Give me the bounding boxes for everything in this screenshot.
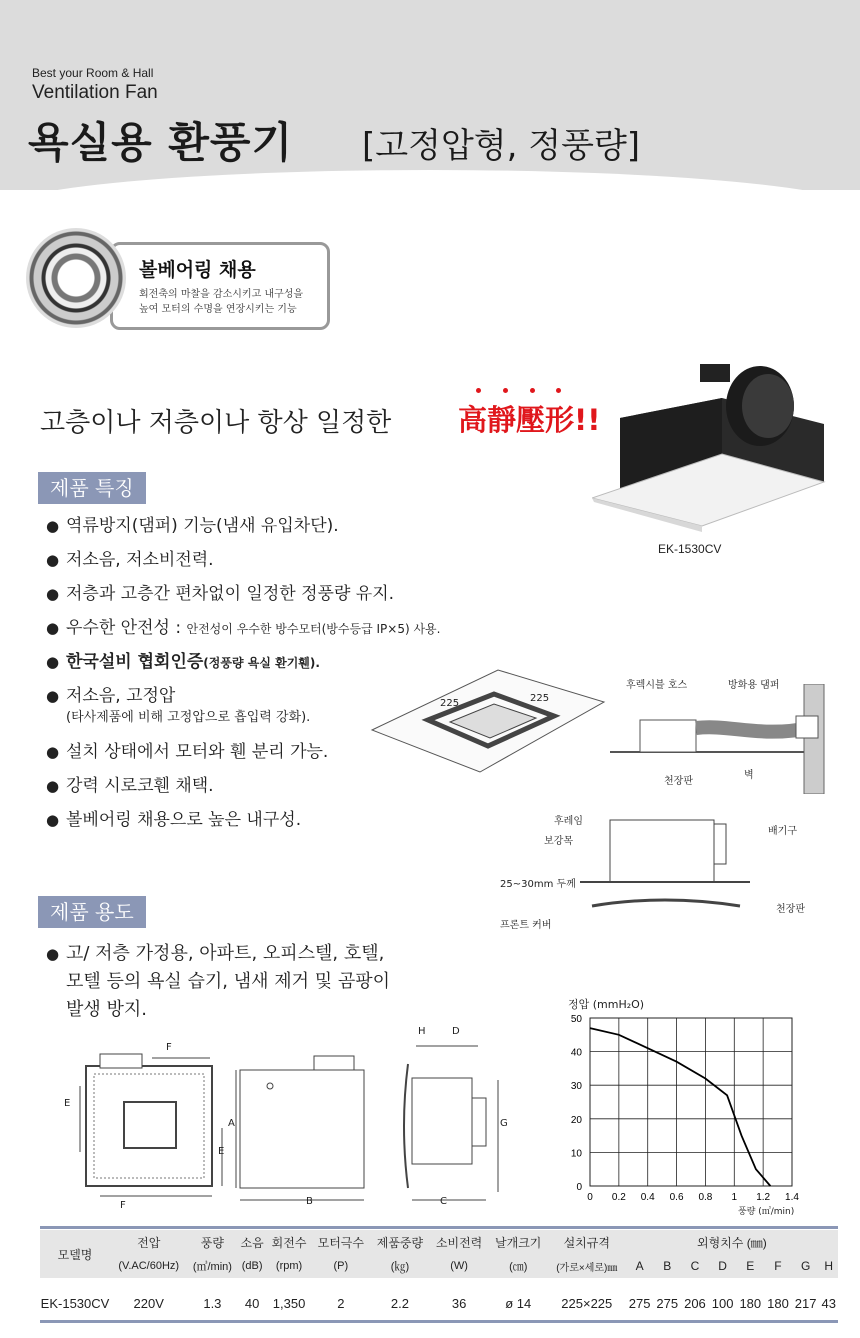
tagline-small: Best your Room & Hall [32,66,154,80]
spec-header: 외형치수 (㎜) [626,1230,838,1254]
bearing-feature-box [110,242,330,330]
spec-dim-letter: D [709,1254,737,1278]
support-label: 보강목 [544,836,573,847]
dimension-drawings [60,1042,530,1218]
spec-cell: 2 [337,1295,345,1311]
chart-x-tick-label: 0.6 [669,1192,684,1203]
spec-dim-letter: C [681,1254,709,1278]
spec-dim-letter: A [626,1254,654,1278]
spec-header: 날개크기 [489,1230,548,1254]
chart-x-tick-label: 0 [587,1192,593,1203]
features-heading: 제품 특징 [38,472,146,504]
spec-unit: (㎥/min) [187,1254,237,1278]
spec-dim-letter: F [764,1254,792,1278]
wall-install-diagram [610,684,830,794]
exhaust-label: 배기구 [768,826,797,837]
chart-x-tick-label: 1.2 [756,1192,771,1203]
chart-x-tick-label: 0.4 [640,1192,655,1203]
spec-cell: 206 [684,1295,706,1311]
ceiling-install-diagram [368,664,608,776]
chart-x-tick-label: 1.4 [785,1192,799,1203]
feature-item: ● 볼베어링 채용으로 높은 내구성. [46,808,440,842]
spec-unit: (㎏) [370,1254,429,1278]
page-title: 욕실용 환풍기 [28,118,294,167]
spec-dim-letter: B [653,1254,681,1278]
spec-header: 풍량 [187,1230,237,1254]
dim-label-E-right: E [218,1146,225,1157]
slogan-text: 고층이나 저층이나 항상 일정한 [40,408,392,438]
dim-label-F-top: F [166,1042,172,1053]
spec-header-row [40,1230,838,1254]
bearing-title: 볼베어링 채용 [139,259,256,281]
spec-cell: 43 [821,1295,836,1311]
chart-x-tick-label: 0.8 [698,1192,713,1203]
spec-cell: 275 [656,1295,679,1311]
chart-y-tick-label: 0 [576,1182,582,1193]
chart-y-tick-label: 10 [570,1148,582,1160]
feature-item-detail: 안전성이 우수한 방수모터(방수등급 IP×5) 사용. [186,622,441,636]
spec-cell: 275 [628,1295,651,1311]
spec-cell: 100 [711,1295,734,1311]
spec-dim-letter: G [792,1254,820,1278]
dim-label-A: A [228,1118,235,1129]
dim-label-H: H [418,1026,426,1037]
spec-cell: 1,350 [272,1295,306,1311]
chart-xlabel: 풍량 (㎥/min) [738,1207,795,1217]
usage-text [46,940,390,1024]
chart-frame [590,1018,792,1186]
spec-header: 설치규격 [548,1230,626,1254]
chart-x-tick-label: 1 [731,1192,738,1203]
ceiling-label: 천장판 [664,776,693,787]
dim-label-F-bottom: F [120,1200,126,1211]
emphasis-dot [503,388,508,393]
bearing-desc-line1: 회전축의 마찰을 감소시키고 내구성을 [139,289,304,300]
chart-ylabel: 정압 (mmH₂O) [568,998,645,1011]
dim-label-C: C [440,1196,447,1207]
chart-y-tick-label: 50 [570,1014,582,1025]
spec-cell: 36 [451,1295,467,1311]
usage-line: 모텔 등의 욕실 습기, 냄새 제거 및 곰팡이 [66,971,390,992]
spec-header: 제품중량 [370,1230,429,1254]
usage-heading: 제품 용도 [38,896,146,928]
feature-item: ● 저소음, 저소비전력. [46,548,440,582]
feature-item-label: 우수한 안전성 : [66,618,182,638]
spec-cell: 40 [244,1295,260,1311]
spec-cell: 1.3 [203,1295,222,1311]
spec-dim-letter: E [736,1254,764,1278]
chart-y-tick-label: 40 [570,1047,582,1059]
dim-label-B: B [306,1196,313,1207]
spec-header: 전압 [110,1230,187,1254]
spec-header: 모터극수 [311,1230,370,1254]
dim-label-G: G [500,1118,508,1129]
spec-unit: (가로×세로)㎜ [548,1254,626,1278]
spec-unit-row [40,1254,838,1278]
spec-cell: 220V [133,1295,164,1311]
wall-label: 벽 [744,770,754,781]
ventilation-fan-image [592,358,832,538]
chart-y-tick-label: 30 [570,1081,582,1093]
feature-item-label: 한국설비 협회인증 [66,652,204,672]
damper-label: 방화용 댐퍼 [728,680,780,691]
feature-item-detail: (정풍량 욕실 환기휀). [203,656,320,670]
spec-cell: 180 [767,1295,789,1311]
hose-label: 후렉시블 호스 [626,680,688,691]
spec-table [40,1230,838,1328]
ceiling-panel-label: 천장판 [776,904,805,915]
emphasis-dot [556,388,561,393]
spec-cell: 225×225 [561,1295,613,1311]
spec-unit: (P) [311,1254,370,1278]
feature-item: ● 역류방지(댐퍼) 기능(냄새 유입차단). [46,514,440,548]
spec-unit: (W) [430,1254,489,1278]
frame-label: 후레임 [554,816,583,827]
tagline-large: Ventilation Fan [32,82,158,103]
ball-bearing-image [26,228,126,328]
spec-header: 소음 [237,1230,267,1254]
spec-unit: (rpm) [267,1254,311,1278]
performance-chart [560,1008,810,1214]
table-bottom-rule [40,1320,838,1323]
bearing-desc [139,287,303,317]
feature-item-label: 저소음, 고정압 [66,686,176,706]
spec-cell: EK-1530CV [40,1295,110,1311]
thickness-label: 25~30mm 두께 [500,879,576,890]
spec-unit: (㎝) [489,1254,548,1278]
spec-cell: 217 [794,1295,817,1311]
spec-header: 모델명 [40,1230,110,1278]
usage-line: ● 고/ 저층 가정용, 아파트, 오피스텔, 호텔, [66,943,385,964]
usage-line: 발생 방지. [66,999,147,1020]
spec-cell: 2.2 [390,1295,409,1311]
page-subtitle: [고정압형, 정풍량] [362,126,641,166]
front-cover-label: 프론트 커버 [500,920,552,931]
chart-x-tick-label: 0.2 [611,1192,626,1203]
bearing-desc-line2: 높여 모터의 수명을 연장시키는 기능 [139,304,297,315]
dim-label-D: D [452,1026,460,1037]
feature-item: ● 강력 시로코휀 채택. [46,774,440,808]
spec-dim-letter: H [819,1254,838,1278]
install-dim-label: 225 [440,698,460,709]
spec-cell: 180 [739,1295,762,1311]
install-dim-label: 225 [530,693,550,704]
feature-item-detail: (타사제품에 비해 고정압으로 흡입력 강화). [66,710,311,725]
dim-label-E-left: E [64,1098,71,1109]
feature-item: ● 저층과 고층간 편차없이 일정한 정풍량 유지. [46,582,440,616]
slogan-highlight: 高靜壓形!! [458,403,601,437]
feature-item [46,616,440,650]
product-model-caption: EK-1530CV [658,542,722,556]
spec-header: 회전수 [267,1230,311,1254]
emphasis-dot [476,388,481,393]
spec-unit: (V.AC/60Hz) [110,1254,187,1278]
emphasis-dot [530,388,535,393]
spec-cell: ø 14 [505,1295,532,1311]
chart-y-tick-label: 20 [570,1114,582,1126]
table-top-rule [40,1226,838,1229]
spec-unit: (dB) [237,1254,267,1278]
feature-item: ● 설치 상태에서 모터와 휀 분리 가능. [46,740,440,774]
side-section-diagram [580,810,780,922]
spec-header: 소비전력 [430,1230,489,1254]
